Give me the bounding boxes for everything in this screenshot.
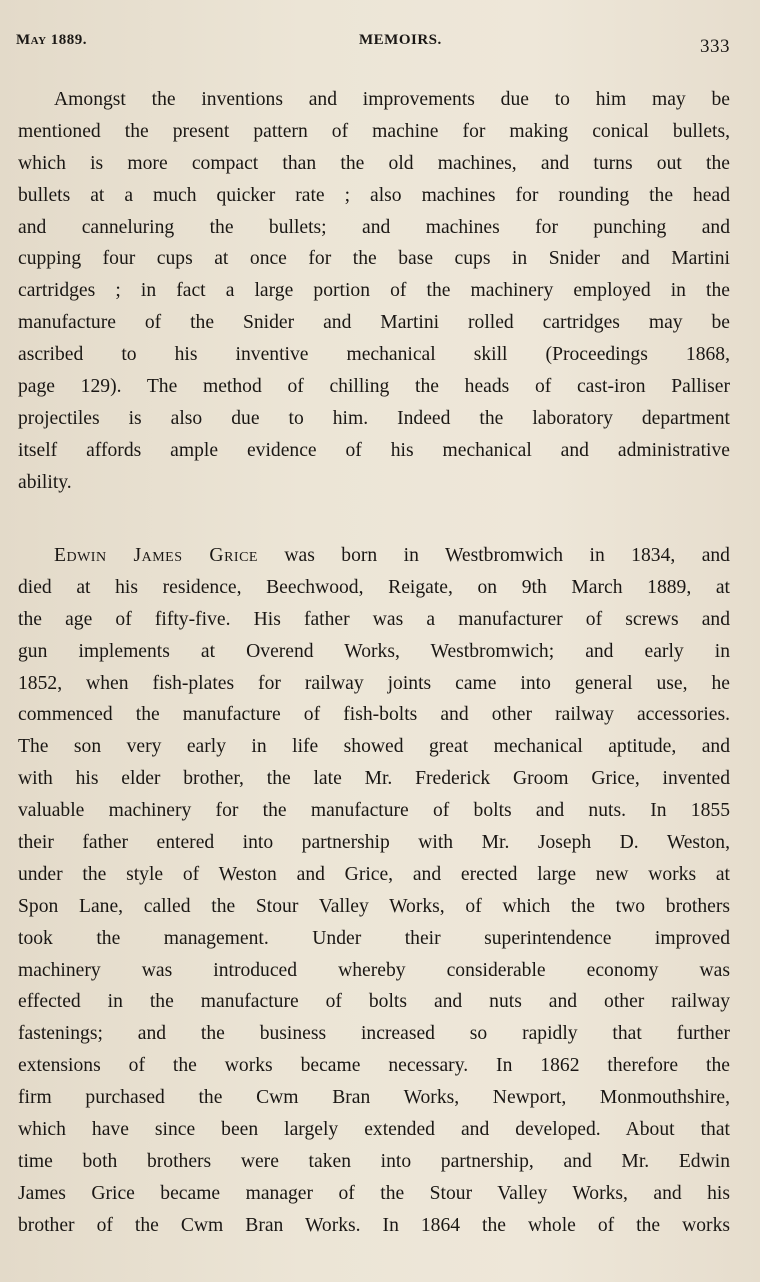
text-line: and canneluring the bullets; and machines for punching and [18,216,730,238]
text-line: ability. [18,471,72,493]
text-line: The son very early in life showed great mechanical aptitude, and [18,736,730,758]
text-line: cupping four cups at once for the base cups in Snider and Martini [18,248,730,270]
paragraph-memoir-grice [18,540,730,1242]
text-line-first [18,540,730,572]
text-line: under the style of Weston and Grice, and erected large new works at [18,863,730,885]
paragraph-inventions [18,84,730,499]
text-line: effected in the manufacture of bolts and nuts and other railway [18,991,730,1013]
text-line: took the management. Under their superintendence improved [18,927,730,949]
text-line: Amongst the inventions and improvements due to him may be [54,89,730,110]
header-section-title: MEMOIRS. [359,32,442,48]
text-line: with his elder brother, the late Mr. Frederick Groom Grice, invented [18,768,730,790]
text-line: 1852, when fish-plates for railway joints came into general use, he [18,672,730,694]
text-line: died at his residence, Beechwood, Reigate, on 9th March 1889, at [18,576,730,598]
text-line: their father entered into partnership with Mr. Joseph D. Weston, [18,832,730,854]
text-line: extensions of the works became necessary. In 1862 therefore the [18,1055,730,1077]
page-number: 333 [700,36,730,57]
text-line: time both brothers were taken into partnership, and Mr. Edwin [18,1150,730,1172]
text-line: itself affords ample evidence of his mechanical and administrative [18,439,730,461]
text-line: page 129). The method of chilling the heads of cast-iron Palliser [18,376,730,398]
text-line: brother of the Cwm Bran Works. In 1864 the whole of the works [18,1214,730,1236]
person-name: Edwin James Grice [54,545,258,566]
text-line: manufacture of the Snider and Martini rolled cartridges may be [18,312,730,334]
text-line: gun implements at Overend Works, Westbromwich; and early in [18,640,730,662]
text-line: Spon Lane, called the Stour Valley Works, of which the two brothers [18,895,730,917]
text-line: James Grice became manager of the Stour Valley Works, and his [18,1182,730,1204]
text-line: bullets at a much quicker rate ; also machines for rounding the head [18,184,730,206]
text-line: mentioned the present pattern of machine for making conical bullets, [18,120,730,142]
text-fragment: was born in Westbromwich in 1834, and [257,545,730,566]
text-line: projectiles is also due to him. Indeed the laboratory department [18,407,730,429]
text-line: which have since been largely extended and developed. About that [18,1119,730,1141]
text-line: machinery was introduced whereby considerable economy was [18,959,730,981]
text-line: valuable machinery for the manufacture of bolts and nuts. In 1855 [18,800,730,822]
running-header [16,32,730,56]
text-line: commenced the manufacture of fish-bolts and other railway accessories. [18,704,730,726]
header-date: May 1889. [16,32,88,48]
text-line: firm purchased the Cwm Bran Works, Newport, Monmouthshire, [18,1087,730,1109]
text-line: fastenings; and the business increased so rapidly that further [18,1023,730,1045]
text-line: which is more compact than the old machines, and turns out the [18,152,730,174]
text-line: cartridges ; in fact a large portion of the machinery employed in the [18,280,730,302]
text-line: ascribed to his inventive mechanical skill (Proceedings 1868, [18,344,730,366]
text-line: the age of fifty-five. His father was a manufacturer of screws and [18,608,730,630]
